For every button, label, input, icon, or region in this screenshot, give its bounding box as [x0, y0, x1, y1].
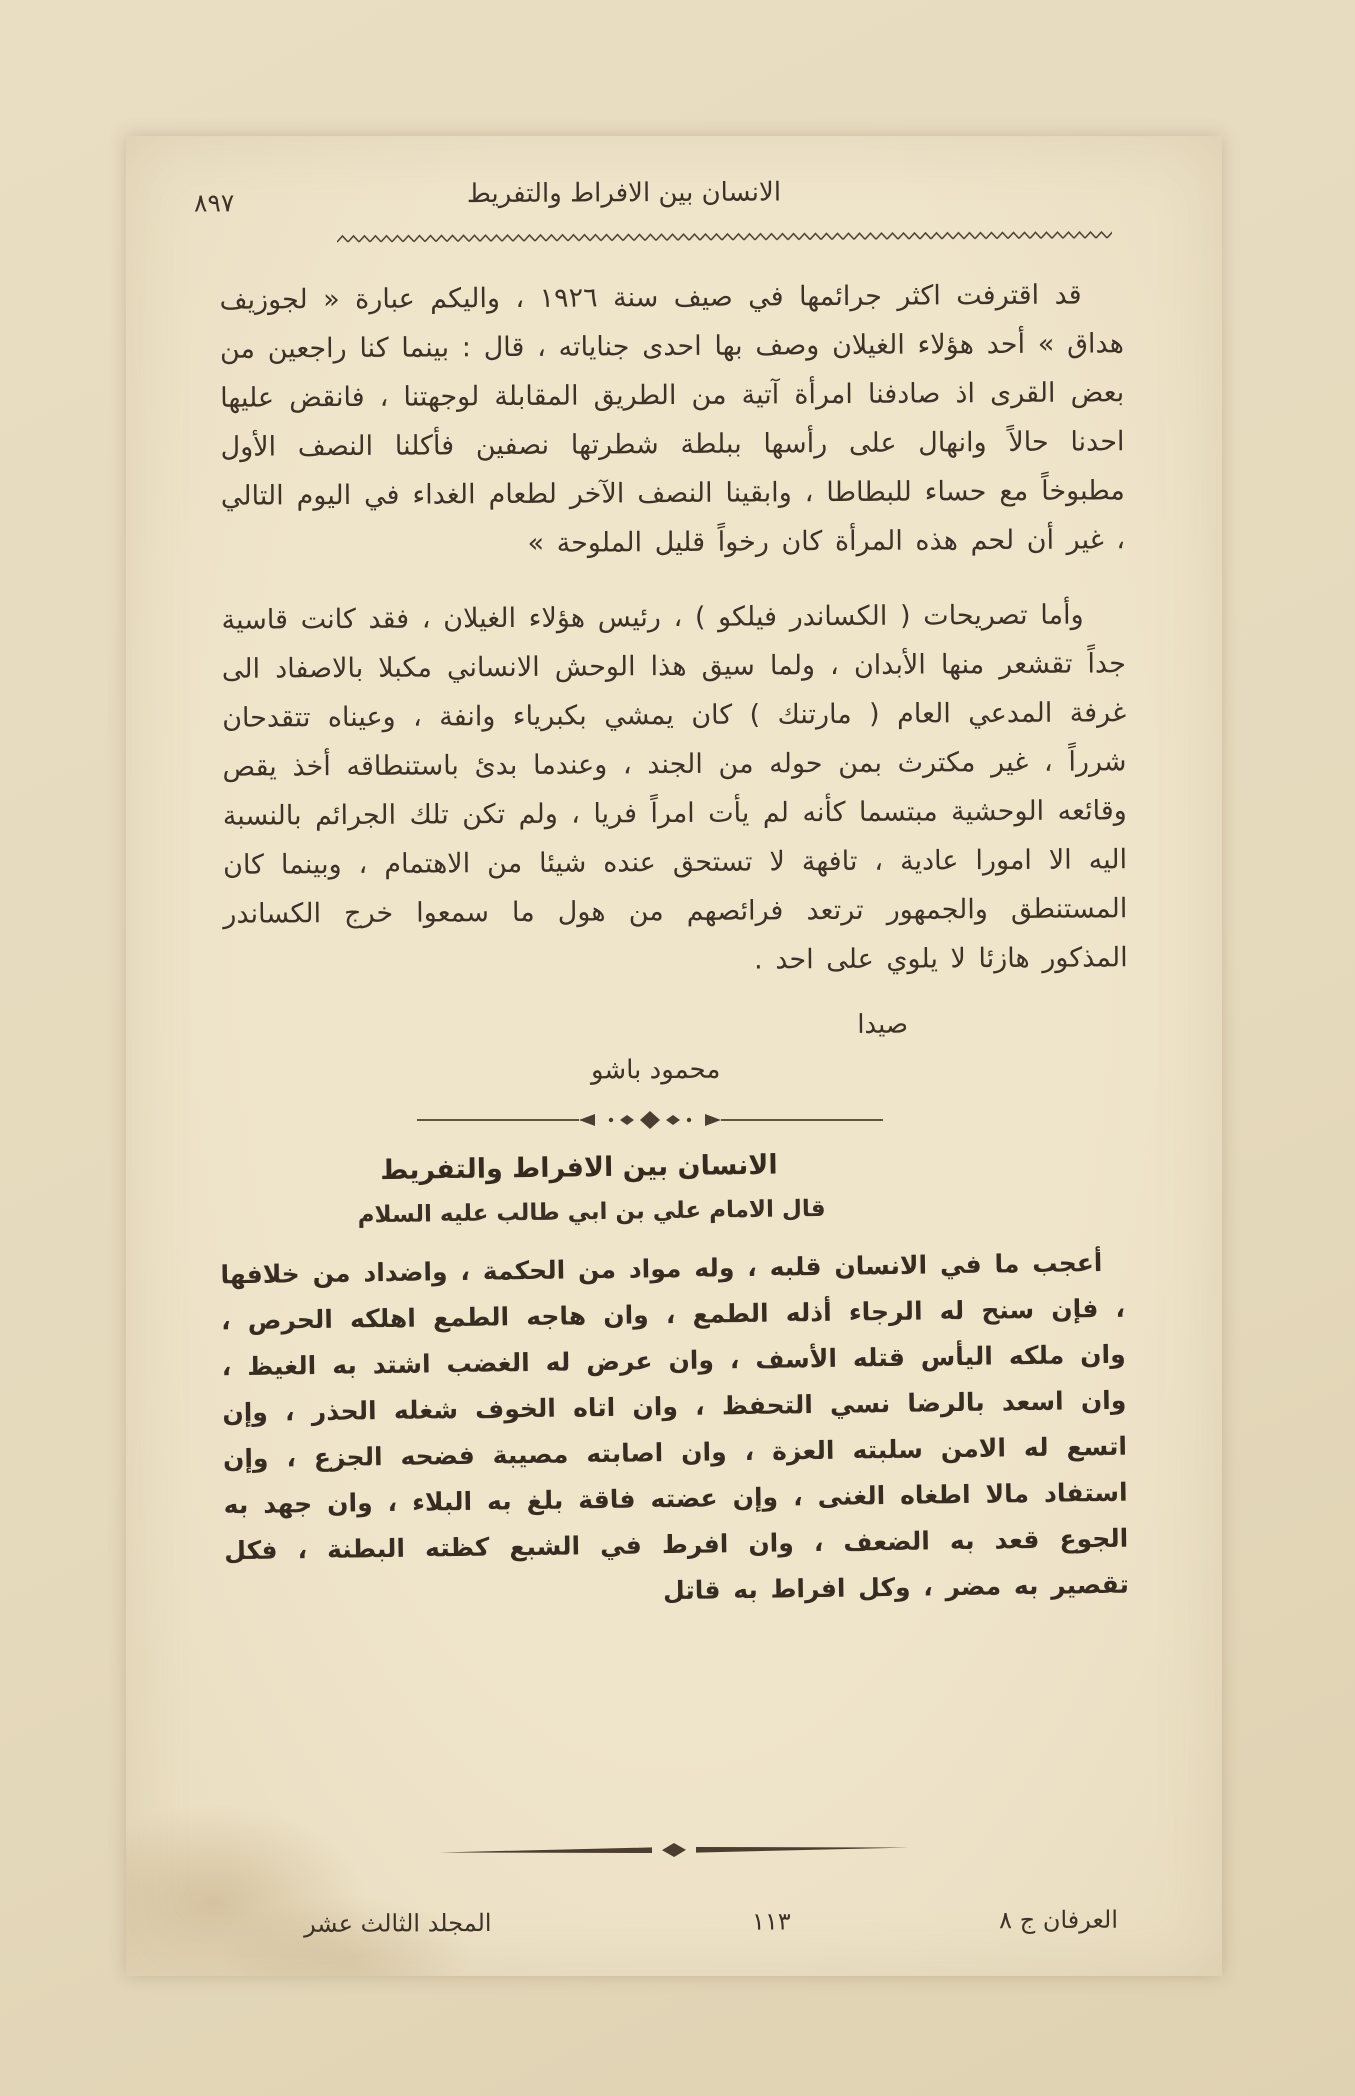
signature-name: محمود باشو [590, 1054, 721, 1086]
running-title: الانسان بين الافراط والتفريط [466, 177, 782, 210]
page-content [193, 177, 1130, 1614]
footer-volume: المجلد الثالث عشر [303, 1908, 492, 1938]
ornament-divider [415, 1109, 885, 1131]
article-crimes-report [219, 270, 1128, 1106]
story-paragraph: وأما تصريحات ( الكساندر فيلكو ) ، رئيس هؤلاء الغيلان ، فقد كانت قاسية جداً تقشعر منها الأبدان ، ولما سيق هذا الوحش الانساني مكبلا بالاصفاد الى غرفة المدعي العام ( مارتنك ) كان يمشي بكبرياء وانفة ، وعيناه تتقدحان شرراً ، غير مكترث بمن حوله من الجند ، وعندما بدئ باستنطاقه أخذ يقص وقائعه الوحشية مبتسما كأنه لم يأت امراً فريا ، ولم تكن تلك الجرائم بالنسبة اليه الا امورا عادية ، تافهة لا تستحق عنده شيئا من الاهتمام ، وبينما كان المستنطق والجمهور ترتعد فرائصهم من هول ما سمعوا خرج الكساندر المذكور هازئا لا يلوي على احد . [221, 599, 1128, 976]
page-footer [226, 1906, 1118, 1939]
article-title: الانسان بين الافراط والتفريط [380, 1149, 778, 1187]
article-imam-saying [219, 1145, 1129, 1621]
page-number: ٨٩٧ [193, 188, 235, 218]
article-subtitle: قال الامام علي بن ابي طالب عليه السلام [357, 1195, 826, 1229]
footer-page-number: ١١٣ [751, 1907, 791, 1936]
footer-journal: العرفان ج ٨ [999, 1905, 1119, 1935]
page-header [193, 176, 1126, 229]
signature-place: صيدا [857, 1009, 909, 1040]
book-page [126, 136, 1222, 1976]
zigzag-rule-graphic [337, 229, 1112, 245]
zigzag-divider [340, 226, 1112, 249]
tapered-divider [439, 1840, 909, 1861]
saying-paragraph: أعجب ما في الانسان قلبه ، وله مواد من الحكمة ، واضداد من خلافها ، فإن سنح له الرجاء أذله الطمع ، وان هاجه الطمع اهلكه الحرص ، وان ملكه اليأس قتله الأسف ، وان عرض له الغضب اشتد به الغيظ ، وان اسعد بالرضا نسي التحفظ ، وان اتاه الخوف شغله الحذر ، وإن اتسع له الامن سلبته العزة ، وان اصابته مصيبة فضحه الجزع ، وإن استفاد مالا اطغاه الغنى ، وإن عضته فاقة بلغ به البلاء ، وان جهد به الجوع قعد به الضعف ، وان افرط في الشبع كظته البطنة ، فكل تقصير به مضر ، وكل افراط به قاتل [220, 1248, 1130, 1606]
story-paragraph: قد اقترفت اكثر جرائمها في صيف سنة ١٩٢٦ ، واليكم عبارة « لجوزيف هداق » أحد هؤلاء الغيلان وصف بها احدى جناياته ، قال : بينما كنا راجعين من بعض القرى اذ صادفنا امرأة آتية من الطريق المقابلة لوجهتنا ، فانقض عليها احدنا حالاً وانهال على رأسها ببلطة شطرتها نصفين فأكلنا النصف الأول مطبوخاً مع حساء للبطاطا ، وابقينا النصف الآخر لطعام الغداء في اليوم التالي ، غير أن لحم هذه المرأة كان رخواً قليل الملوحة » [219, 279, 1126, 559]
signature-block [224, 1008, 1129, 1106]
